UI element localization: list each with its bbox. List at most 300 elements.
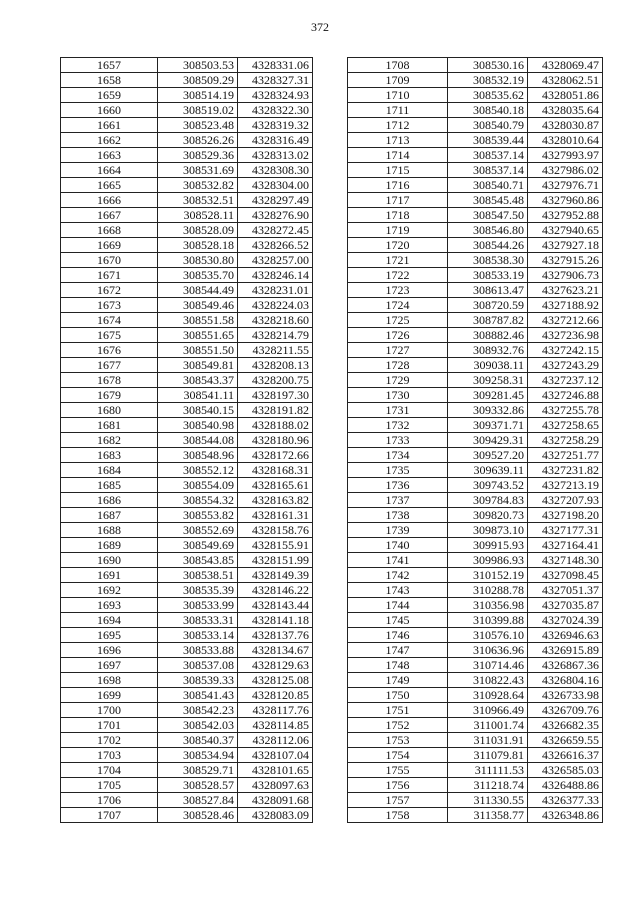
x-coordinate-cell: 308535.62 <box>448 88 528 103</box>
x-coordinate-cell: 310636.96 <box>448 643 528 658</box>
x-coordinate-cell: 309332.86 <box>448 403 528 418</box>
table-row <box>61 88 313 103</box>
y-coordinate-cell: 4328231.01 <box>238 283 313 298</box>
table-row <box>61 373 313 388</box>
x-coordinate-cell: 308613.47 <box>448 283 528 298</box>
x-coordinate-cell: 308538.30 <box>448 253 528 268</box>
x-coordinate-cell: 308554.09 <box>158 478 238 493</box>
y-coordinate-cell: 4328297.49 <box>238 193 313 208</box>
x-coordinate-cell: 310714.46 <box>448 658 528 673</box>
x-coordinate-cell: 308531.69 <box>158 163 238 178</box>
x-coordinate-cell: 308543.85 <box>158 553 238 568</box>
x-coordinate-cell: 309743.52 <box>448 478 528 493</box>
x-coordinate-cell: 309527.20 <box>448 448 528 463</box>
x-coordinate-cell: 310152.19 <box>448 568 528 583</box>
table-row <box>348 448 603 463</box>
point-number-cell: 1677 <box>61 358 158 373</box>
table-row <box>61 478 313 493</box>
y-coordinate-cell: 4328316.49 <box>238 133 313 148</box>
table-row <box>61 718 313 733</box>
point-number-cell: 1709 <box>348 73 448 88</box>
table-row <box>61 778 313 793</box>
point-number-cell: 1746 <box>348 628 448 643</box>
y-coordinate-cell: 4328308.30 <box>238 163 313 178</box>
x-coordinate-cell: 308551.65 <box>158 328 238 343</box>
table-row <box>348 433 603 448</box>
y-coordinate-cell: 4327993.97 <box>528 148 603 163</box>
y-coordinate-cell: 4327246.88 <box>528 388 603 403</box>
point-number-cell: 1727 <box>348 343 448 358</box>
y-coordinate-cell: 4327207.93 <box>528 493 603 508</box>
y-coordinate-cell: 4327237.12 <box>528 373 603 388</box>
y-coordinate-cell: 4328327.31 <box>238 73 313 88</box>
x-coordinate-cell: 310399.88 <box>448 613 528 628</box>
y-coordinate-cell: 4328163.82 <box>238 493 313 508</box>
coordinates-table-left-body <box>61 58 313 823</box>
y-coordinate-cell: 4328155.91 <box>238 538 313 553</box>
y-coordinate-cell: 4328091.68 <box>238 793 313 808</box>
x-coordinate-cell: 308543.37 <box>158 373 238 388</box>
table-row <box>61 523 313 538</box>
x-coordinate-cell: 309258.31 <box>448 373 528 388</box>
y-coordinate-cell: 4326709.76 <box>528 703 603 718</box>
y-coordinate-cell: 4327213.19 <box>528 478 603 493</box>
x-coordinate-cell: 308529.36 <box>158 148 238 163</box>
y-coordinate-cell: 4326488.86 <box>528 778 603 793</box>
table-row <box>348 553 603 568</box>
point-number-cell: 1657 <box>61 58 158 73</box>
y-coordinate-cell: 4328188.02 <box>238 418 313 433</box>
table-row <box>61 793 313 808</box>
x-coordinate-cell: 308523.48 <box>158 118 238 133</box>
y-coordinate-cell: 4328101.65 <box>238 763 313 778</box>
point-number-cell: 1666 <box>61 193 158 208</box>
table-row <box>61 208 313 223</box>
table-row <box>61 163 313 178</box>
y-coordinate-cell: 4326616.37 <box>528 748 603 763</box>
table-row <box>348 88 603 103</box>
table-row <box>348 418 603 433</box>
point-number-cell: 1741 <box>348 553 448 568</box>
x-coordinate-cell: 308539.44 <box>448 133 528 148</box>
point-number-cell: 1754 <box>348 748 448 763</box>
y-coordinate-cell: 4327976.71 <box>528 178 603 193</box>
x-coordinate-cell: 308528.09 <box>158 223 238 238</box>
point-number-cell: 1710 <box>348 88 448 103</box>
y-coordinate-cell: 4328218.60 <box>238 313 313 328</box>
point-number-cell: 1705 <box>61 778 158 793</box>
table-row <box>61 103 313 118</box>
table-row <box>348 253 603 268</box>
x-coordinate-cell: 308503.53 <box>158 58 238 73</box>
x-coordinate-cell: 308530.16 <box>448 58 528 73</box>
point-number-cell: 1697 <box>61 658 158 673</box>
point-number-cell: 1660 <box>61 103 158 118</box>
table-row <box>348 103 603 118</box>
y-coordinate-cell: 4328112.06 <box>238 733 313 748</box>
point-number-cell: 1740 <box>348 538 448 553</box>
y-coordinate-cell: 4327940.65 <box>528 223 603 238</box>
point-number-cell: 1718 <box>348 208 448 223</box>
table-row <box>348 763 603 778</box>
y-coordinate-cell: 4326585.03 <box>528 763 603 778</box>
point-number-cell: 1749 <box>348 673 448 688</box>
x-coordinate-cell: 310966.49 <box>448 703 528 718</box>
x-coordinate-cell: 308552.12 <box>158 463 238 478</box>
x-coordinate-cell: 308532.82 <box>158 178 238 193</box>
table-row <box>348 688 603 703</box>
point-number-cell: 1732 <box>348 418 448 433</box>
table-row <box>348 658 603 673</box>
table-row <box>348 793 603 808</box>
table-row <box>61 418 313 433</box>
x-coordinate-cell: 308554.32 <box>158 493 238 508</box>
point-number-cell: 1715 <box>348 163 448 178</box>
point-number-cell: 1728 <box>348 358 448 373</box>
x-coordinate-cell: 308528.46 <box>158 808 238 823</box>
x-coordinate-cell: 308549.69 <box>158 538 238 553</box>
x-coordinate-cell: 308535.70 <box>158 268 238 283</box>
table-row <box>61 193 313 208</box>
x-coordinate-cell: 308514.19 <box>158 88 238 103</box>
y-coordinate-cell: 4328083.09 <box>238 808 313 823</box>
y-coordinate-cell: 4328224.03 <box>238 298 313 313</box>
table-row <box>348 718 603 733</box>
y-coordinate-cell: 4328172.66 <box>238 448 313 463</box>
x-coordinate-cell: 308528.18 <box>158 238 238 253</box>
point-number-cell: 1670 <box>61 253 158 268</box>
table-row <box>61 313 313 328</box>
table-row <box>348 73 603 88</box>
table-row <box>348 748 603 763</box>
y-coordinate-cell: 4328246.14 <box>238 268 313 283</box>
table-row <box>61 493 313 508</box>
point-number-cell: 1738 <box>348 508 448 523</box>
point-number-cell: 1745 <box>348 613 448 628</box>
table-row <box>61 613 313 628</box>
point-number-cell: 1714 <box>348 148 448 163</box>
point-number-cell: 1689 <box>61 538 158 553</box>
y-coordinate-cell: 4328208.13 <box>238 358 313 373</box>
x-coordinate-cell: 308533.88 <box>158 643 238 658</box>
point-number-cell: 1703 <box>61 748 158 763</box>
x-coordinate-cell: 309820.73 <box>448 508 528 523</box>
point-number-cell: 1744 <box>348 598 448 613</box>
point-number-cell: 1674 <box>61 313 158 328</box>
table-row <box>348 328 603 343</box>
x-coordinate-cell: 308533.31 <box>158 613 238 628</box>
x-coordinate-cell: 308544.08 <box>158 433 238 448</box>
point-number-cell: 1704 <box>61 763 158 778</box>
point-number-cell: 1731 <box>348 403 448 418</box>
table-row <box>61 58 313 73</box>
table-row <box>348 568 603 583</box>
point-number-cell: 1725 <box>348 313 448 328</box>
point-number-cell: 1692 <box>61 583 158 598</box>
x-coordinate-cell: 309915.93 <box>448 538 528 553</box>
point-number-cell: 1730 <box>348 388 448 403</box>
table-row <box>348 283 603 298</box>
table-row <box>61 643 313 658</box>
y-coordinate-cell: 4328114.85 <box>238 718 313 733</box>
x-coordinate-cell: 308541.43 <box>158 688 238 703</box>
x-coordinate-cell: 308546.80 <box>448 223 528 238</box>
x-coordinate-cell: 308529.71 <box>158 763 238 778</box>
x-coordinate-cell: 309429.31 <box>448 433 528 448</box>
x-coordinate-cell: 308535.39 <box>158 583 238 598</box>
table-row <box>61 628 313 643</box>
point-number-cell: 1671 <box>61 268 158 283</box>
point-number-cell: 1698 <box>61 673 158 688</box>
point-number-cell: 1736 <box>348 478 448 493</box>
point-number-cell: 1665 <box>61 178 158 193</box>
table-row <box>348 298 603 313</box>
y-coordinate-cell: 4328197.30 <box>238 388 313 403</box>
y-coordinate-cell: 4327098.45 <box>528 568 603 583</box>
table-row <box>61 673 313 688</box>
point-number-cell: 1757 <box>348 793 448 808</box>
y-coordinate-cell: 4326867.36 <box>528 658 603 673</box>
x-coordinate-cell: 308552.69 <box>158 523 238 538</box>
point-number-cell: 1748 <box>348 658 448 673</box>
y-coordinate-cell: 4326377.33 <box>528 793 603 808</box>
point-number-cell: 1758 <box>348 808 448 823</box>
y-coordinate-cell: 4327188.92 <box>528 298 603 313</box>
point-number-cell: 1675 <box>61 328 158 343</box>
table-row <box>61 763 313 778</box>
point-number-cell: 1747 <box>348 643 448 658</box>
x-coordinate-cell: 311358.77 <box>448 808 528 823</box>
coordinates-table-right <box>347 57 603 823</box>
point-number-cell: 1680 <box>61 403 158 418</box>
y-coordinate-cell: 4328051.86 <box>528 88 603 103</box>
y-coordinate-cell: 4327906.73 <box>528 268 603 283</box>
point-number-cell: 1721 <box>348 253 448 268</box>
x-coordinate-cell: 308540.15 <box>158 403 238 418</box>
y-coordinate-cell: 4327243.29 <box>528 358 603 373</box>
y-coordinate-cell: 4328107.04 <box>238 748 313 763</box>
table-row <box>348 133 603 148</box>
x-coordinate-cell: 308537.14 <box>448 148 528 163</box>
x-coordinate-cell: 308540.37 <box>158 733 238 748</box>
y-coordinate-cell: 4326804.16 <box>528 673 603 688</box>
point-number-cell: 1719 <box>348 223 448 238</box>
y-coordinate-cell: 4327198.20 <box>528 508 603 523</box>
x-coordinate-cell: 310288.78 <box>448 583 528 598</box>
x-coordinate-cell: 309038.11 <box>448 358 528 373</box>
table-row <box>348 613 603 628</box>
y-coordinate-cell: 4328211.55 <box>238 343 313 358</box>
table-row <box>61 343 313 358</box>
x-coordinate-cell: 308532.19 <box>448 73 528 88</box>
x-coordinate-cell: 308547.50 <box>448 208 528 223</box>
y-coordinate-cell: 4327177.31 <box>528 523 603 538</box>
x-coordinate-cell: 308545.48 <box>448 193 528 208</box>
table-row <box>348 358 603 373</box>
y-coordinate-cell: 4328137.76 <box>238 628 313 643</box>
y-coordinate-cell: 4328319.32 <box>238 118 313 133</box>
y-coordinate-cell: 4327242.15 <box>528 343 603 358</box>
point-number-cell: 1742 <box>348 568 448 583</box>
y-coordinate-cell: 4328276.90 <box>238 208 313 223</box>
table-row <box>348 313 603 328</box>
table-row <box>61 283 313 298</box>
table-row <box>61 223 313 238</box>
x-coordinate-cell: 308551.58 <box>158 313 238 328</box>
x-coordinate-cell: 310576.10 <box>448 628 528 643</box>
y-coordinate-cell: 4328117.76 <box>238 703 313 718</box>
y-coordinate-cell: 4328272.45 <box>238 223 313 238</box>
point-number-cell: 1735 <box>348 463 448 478</box>
y-coordinate-cell: 4327255.78 <box>528 403 603 418</box>
table-row <box>61 553 313 568</box>
point-number-cell: 1678 <box>61 373 158 388</box>
y-coordinate-cell: 4327927.18 <box>528 238 603 253</box>
table-row <box>61 583 313 598</box>
x-coordinate-cell: 308534.94 <box>158 748 238 763</box>
point-number-cell: 1690 <box>61 553 158 568</box>
x-coordinate-cell: 308540.98 <box>158 418 238 433</box>
y-coordinate-cell: 4328161.31 <box>238 508 313 523</box>
y-coordinate-cell: 4327035.87 <box>528 598 603 613</box>
table-row <box>348 523 603 538</box>
y-coordinate-cell: 4327231.82 <box>528 463 603 478</box>
y-coordinate-cell: 4327986.02 <box>528 163 603 178</box>
y-coordinate-cell: 4326915.89 <box>528 643 603 658</box>
point-number-cell: 1701 <box>61 718 158 733</box>
point-number-cell: 1755 <box>348 763 448 778</box>
table-row <box>61 538 313 553</box>
x-coordinate-cell: 310356.98 <box>448 598 528 613</box>
y-coordinate-cell: 4328120.85 <box>238 688 313 703</box>
point-number-cell: 1668 <box>61 223 158 238</box>
table-row <box>61 73 313 88</box>
x-coordinate-cell: 310928.64 <box>448 688 528 703</box>
table-row <box>348 583 603 598</box>
table-row <box>61 268 313 283</box>
x-coordinate-cell: 308509.29 <box>158 73 238 88</box>
y-coordinate-cell: 4326659.55 <box>528 733 603 748</box>
point-number-cell: 1691 <box>61 568 158 583</box>
point-number-cell: 1669 <box>61 238 158 253</box>
x-coordinate-cell: 311031.91 <box>448 733 528 748</box>
point-number-cell: 1716 <box>348 178 448 193</box>
point-number-cell: 1662 <box>61 133 158 148</box>
table-row <box>348 478 603 493</box>
table-row <box>348 238 603 253</box>
x-coordinate-cell: 308549.46 <box>158 298 238 313</box>
x-coordinate-cell: 308551.50 <box>158 343 238 358</box>
y-coordinate-cell: 4328324.93 <box>238 88 313 103</box>
table-row <box>348 148 603 163</box>
x-coordinate-cell: 308528.57 <box>158 778 238 793</box>
x-coordinate-cell: 308540.79 <box>448 118 528 133</box>
y-coordinate-cell: 4327258.29 <box>528 433 603 448</box>
x-coordinate-cell: 309281.45 <box>448 388 528 403</box>
table-row <box>348 508 603 523</box>
x-coordinate-cell: 311330.55 <box>448 793 528 808</box>
point-number-cell: 1700 <box>61 703 158 718</box>
table-row <box>348 208 603 223</box>
table-row <box>61 448 313 463</box>
x-coordinate-cell: 309784.83 <box>448 493 528 508</box>
point-number-cell: 1683 <box>61 448 158 463</box>
point-number-cell: 1695 <box>61 628 158 643</box>
x-coordinate-cell: 308533.99 <box>158 598 238 613</box>
table-row <box>348 193 603 208</box>
table-row <box>61 388 313 403</box>
point-number-cell: 1676 <box>61 343 158 358</box>
point-number-cell: 1684 <box>61 463 158 478</box>
x-coordinate-cell: 308540.18 <box>448 103 528 118</box>
x-coordinate-cell: 308519.02 <box>158 103 238 118</box>
y-coordinate-cell: 4326733.98 <box>528 688 603 703</box>
x-coordinate-cell: 308539.33 <box>158 673 238 688</box>
point-number-cell: 1693 <box>61 598 158 613</box>
x-coordinate-cell: 309986.93 <box>448 553 528 568</box>
y-coordinate-cell: 4327952.88 <box>528 208 603 223</box>
point-number-cell: 1672 <box>61 283 158 298</box>
point-number-cell: 1659 <box>61 88 158 103</box>
page-number: 372 <box>311 20 329 34</box>
y-coordinate-cell: 4328129.63 <box>238 658 313 673</box>
y-coordinate-cell: 4328035.64 <box>528 103 603 118</box>
point-number-cell: 1688 <box>61 523 158 538</box>
y-coordinate-cell: 4327960.86 <box>528 193 603 208</box>
point-number-cell: 1696 <box>61 643 158 658</box>
table-row <box>61 118 313 133</box>
x-coordinate-cell: 308720.59 <box>448 298 528 313</box>
x-coordinate-cell: 311079.81 <box>448 748 528 763</box>
point-number-cell: 1679 <box>61 388 158 403</box>
point-number-cell: 1722 <box>348 268 448 283</box>
x-coordinate-cell: 308544.26 <box>448 238 528 253</box>
table-row <box>61 253 313 268</box>
point-number-cell: 1752 <box>348 718 448 733</box>
x-coordinate-cell: 308533.19 <box>448 268 528 283</box>
x-coordinate-cell: 308549.81 <box>158 358 238 373</box>
table-row <box>348 163 603 178</box>
y-coordinate-cell: 4328069.47 <box>528 58 603 73</box>
point-number-cell: 1687 <box>61 508 158 523</box>
table-row <box>348 223 603 238</box>
point-number-cell: 1702 <box>61 733 158 748</box>
point-number-cell: 1753 <box>348 733 448 748</box>
table-row <box>348 778 603 793</box>
y-coordinate-cell: 4328313.02 <box>238 148 313 163</box>
y-coordinate-cell: 4328151.99 <box>238 553 313 568</box>
y-coordinate-cell: 4328180.96 <box>238 433 313 448</box>
y-coordinate-cell: 4326682.35 <box>528 718 603 733</box>
y-coordinate-cell: 4328266.52 <box>238 238 313 253</box>
table-row <box>61 358 313 373</box>
table-row <box>348 388 603 403</box>
table-row <box>61 658 313 673</box>
y-coordinate-cell: 4328125.08 <box>238 673 313 688</box>
y-coordinate-cell: 4327212.66 <box>528 313 603 328</box>
table-row <box>348 628 603 643</box>
point-number-cell: 1707 <box>61 808 158 823</box>
x-coordinate-cell: 311001.74 <box>448 718 528 733</box>
x-coordinate-cell: 308533.14 <box>158 628 238 643</box>
y-coordinate-cell: 4327258.65 <box>528 418 603 433</box>
y-coordinate-cell: 4327164.41 <box>528 538 603 553</box>
point-number-cell: 1756 <box>348 778 448 793</box>
x-coordinate-cell: 308530.80 <box>158 253 238 268</box>
x-coordinate-cell: 308541.11 <box>158 388 238 403</box>
table-row <box>348 493 603 508</box>
y-coordinate-cell: 4327623.21 <box>528 283 603 298</box>
